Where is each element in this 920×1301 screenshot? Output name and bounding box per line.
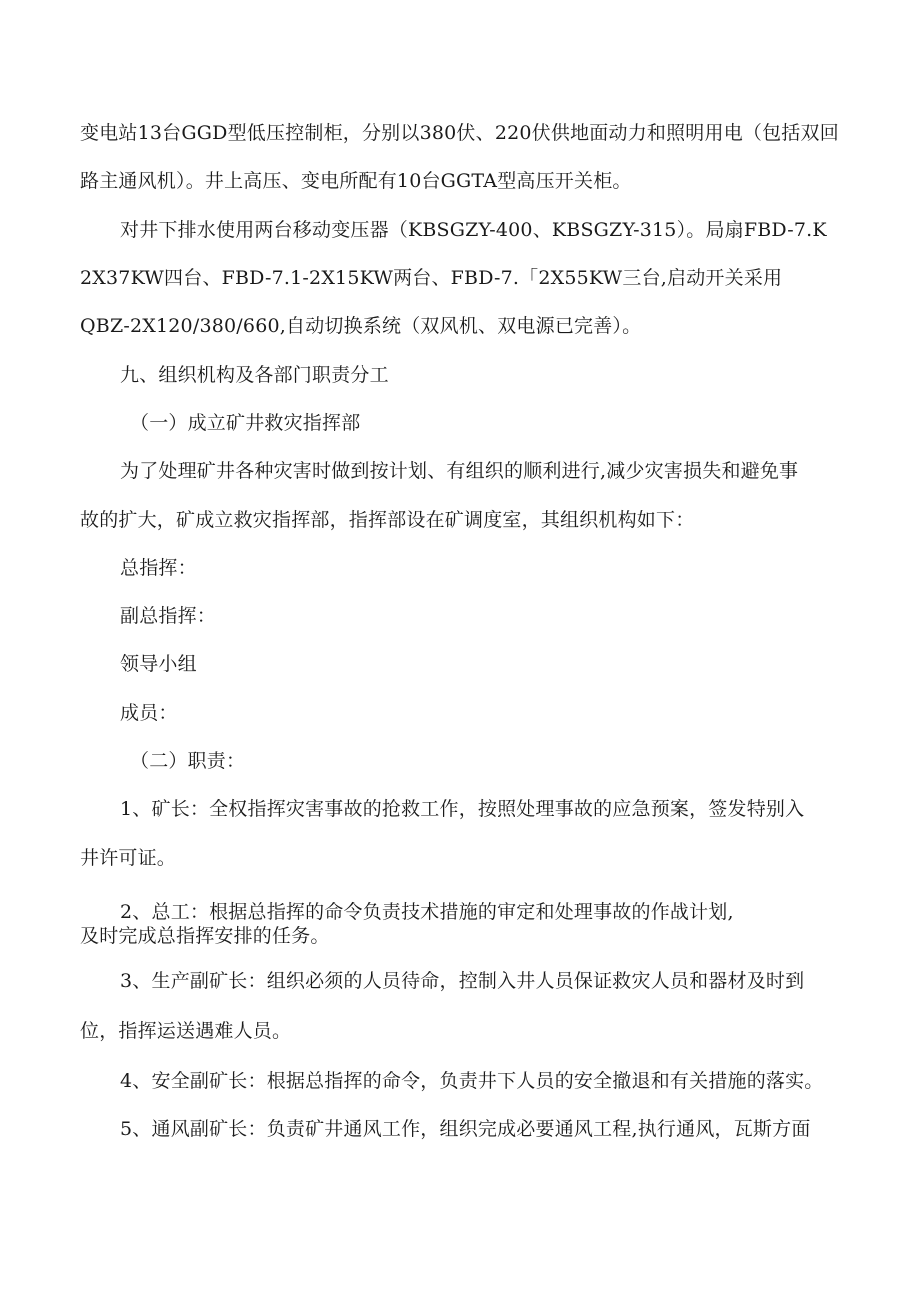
duty-1-line-2: 井许可证。	[80, 847, 177, 869]
duty-4-line-1: 4、安全副矿长：根据总指挥的命令，负责井下人员的安全撤退和有关措施的落实。	[120, 1070, 824, 1092]
duty-1-line-1: 1、矿长：全权指挥灾害事故的抢救工作，按照处理事故的应急预案，签发特别入	[120, 798, 805, 820]
duty-2-line-2: 及时完成总指挥安排的任务。	[80, 925, 330, 947]
subsection-heading-2: （二）职责：	[130, 750, 246, 772]
body-line-6: 为了处理矿井各种灾害时做到按计划、有组织的顺利进行,减少灾害损失和避免事	[120, 460, 799, 482]
body-line-7: 故的扩大，矿成立救灾指挥部，指挥部设在矿调度室，其组织机构如下：	[80, 509, 695, 531]
body-line-5: QBZ-2X120/380/660,自动切换系统（双风机、双电源已完善）。	[80, 315, 642, 337]
label-deputy-commander: 副总指挥：	[120, 605, 217, 627]
label-chief-commander: 总指挥：	[120, 557, 197, 579]
body-line-2: 路主通风机）。井上高压、变电所配有10台GGTA型高压开关柜。	[80, 170, 632, 192]
section-heading-9: 九、组织机构及各部门职责分工	[120, 364, 389, 386]
duty-5-line-1: 5、通风副矿长：负责矿井通风工作，组织完成必要通风工程,执行通风，瓦斯方面	[120, 1118, 811, 1140]
body-line-1: 变电站13台GGD型低压控制柜，分别以380伏、220伏供地面动力和照明用电（包括双回	[80, 122, 839, 144]
body-line-3: 对井下排水使用两台移动变压器（KBSGZY-400、KBSGZY-315）。局扇FBD-7.K	[120, 219, 827, 241]
subsection-heading-1: （一）成立矿井救灾指挥部	[130, 412, 361, 434]
duty-2-line-1: 2、总工：根据总指挥的命令负责技术措施的审定和处理事故的作战计划,	[120, 901, 734, 923]
duty-3-line-2: 位，指挥运送遇难人员。	[80, 1020, 292, 1042]
label-leadership-group: 领导小组	[120, 653, 197, 675]
body-line-4: 2X37KW四台、FBD-7.1-2X15KW两台、FBD-7.「2X55KW三台,启动开关采用	[80, 267, 783, 289]
duty-3-line-1: 3、生产副矿长：组织必须的人员待命，控制入井人员保证救灾人员和器材及时到	[120, 970, 805, 992]
label-members: 成员：	[120, 702, 178, 724]
